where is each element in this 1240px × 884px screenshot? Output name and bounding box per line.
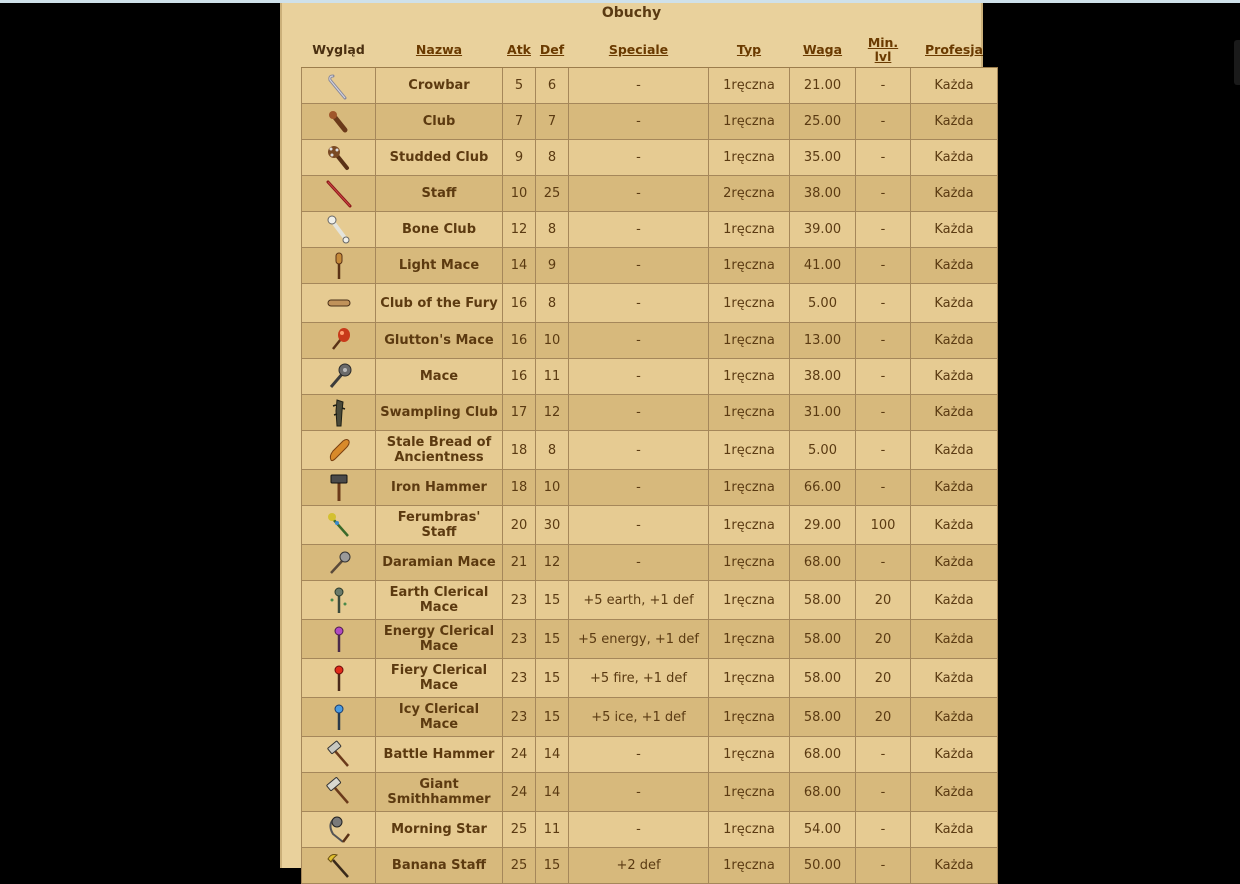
item-type: 1ręczna xyxy=(709,620,790,659)
daramian-mace-icon xyxy=(323,547,355,579)
stale-bread-icon xyxy=(323,434,355,466)
item-name: Studded Club xyxy=(376,140,503,176)
item-type: 1ręczna xyxy=(709,773,790,812)
icy-clerical-mace-icon xyxy=(323,701,355,733)
scrollbar-thumb[interactable] xyxy=(1234,40,1240,85)
table-row xyxy=(302,68,998,104)
item-weight: 68.00 xyxy=(790,737,856,773)
table-row xyxy=(302,176,998,212)
item-minlvl: - xyxy=(856,737,911,773)
club-icon xyxy=(323,106,355,138)
item-special: - xyxy=(569,248,709,284)
item-name: Club of the Fury xyxy=(376,284,503,323)
item-weight: 68.00 xyxy=(790,773,856,812)
item-profession: Każda xyxy=(911,581,998,620)
item-atk: 16 xyxy=(503,323,536,359)
mace-icon xyxy=(323,361,355,393)
item-atk: 25 xyxy=(503,812,536,848)
item-def: 8 xyxy=(536,431,569,470)
crowbar-icon xyxy=(323,70,355,102)
giant-smithhammer-icon xyxy=(323,776,355,808)
item-special: - xyxy=(569,176,709,212)
item-atk: 17 xyxy=(503,395,536,431)
page-title: Obuchy xyxy=(601,5,662,21)
item-name: Bone Club xyxy=(376,212,503,248)
club-of-the-fury-icon xyxy=(323,287,355,319)
item-weight: 54.00 xyxy=(790,812,856,848)
item-weight: 41.00 xyxy=(790,248,856,284)
item-special: - xyxy=(569,104,709,140)
energy-clerical-mace-icon xyxy=(323,623,355,655)
item-minlvl: - xyxy=(856,812,911,848)
item-image-cell xyxy=(302,581,376,620)
item-profession: Każda xyxy=(911,470,998,506)
item-def: 15 xyxy=(536,698,569,737)
table-row xyxy=(302,359,998,395)
item-profession: Każda xyxy=(911,620,998,659)
item-special: - xyxy=(569,323,709,359)
item-special: - xyxy=(569,140,709,176)
item-profession: Każda xyxy=(911,812,998,848)
item-weight: 58.00 xyxy=(790,659,856,698)
morning-star-icon xyxy=(323,814,355,846)
item-special: +5 energy, +1 def xyxy=(569,620,709,659)
item-profession: Każda xyxy=(911,431,998,470)
weapons-table xyxy=(301,32,998,884)
item-atk: 7 xyxy=(503,104,536,140)
item-weight: 35.00 xyxy=(790,140,856,176)
item-def: 15 xyxy=(536,620,569,659)
item-minlvl: 100 xyxy=(856,506,911,545)
item-special: - xyxy=(569,812,709,848)
item-def: 6 xyxy=(536,68,569,104)
item-image-cell xyxy=(302,620,376,659)
item-profession: Każda xyxy=(911,737,998,773)
iron-hammer-icon xyxy=(323,472,355,504)
header-minlvl[interactable]: Min. lvl xyxy=(856,32,911,68)
item-minlvl: 20 xyxy=(856,581,911,620)
table-row xyxy=(302,395,998,431)
item-minlvl: - xyxy=(856,545,911,581)
item-name: Club xyxy=(376,104,503,140)
header-look: Wygląd xyxy=(302,32,376,68)
item-image-cell xyxy=(302,431,376,470)
item-atk: 23 xyxy=(503,620,536,659)
table-row xyxy=(302,323,998,359)
item-type: 1ręczna xyxy=(709,68,790,104)
item-def: 12 xyxy=(536,545,569,581)
item-profession: Każda xyxy=(911,506,998,545)
item-def: 10 xyxy=(536,470,569,506)
table-header-row xyxy=(302,32,998,68)
table-row xyxy=(302,140,998,176)
item-special: +2 def xyxy=(569,848,709,884)
table-row xyxy=(302,812,998,848)
item-type: 1ręczna xyxy=(709,395,790,431)
item-weight: 50.00 xyxy=(790,848,856,884)
item-image-cell xyxy=(302,698,376,737)
item-special: +5 fire, +1 def xyxy=(569,659,709,698)
item-def: 8 xyxy=(536,284,569,323)
item-image-cell xyxy=(302,470,376,506)
item-minlvl: - xyxy=(856,470,911,506)
item-profession: Każda xyxy=(911,323,998,359)
item-type: 1ręczna xyxy=(709,323,790,359)
table-row xyxy=(302,620,998,659)
item-atk: 24 xyxy=(503,737,536,773)
item-name: Earth Clerical Mace xyxy=(376,581,503,620)
item-image-cell xyxy=(302,176,376,212)
item-special: - xyxy=(569,506,709,545)
item-image-cell xyxy=(302,506,376,545)
item-profession: Każda xyxy=(911,140,998,176)
item-image-cell xyxy=(302,104,376,140)
table-row xyxy=(302,506,998,545)
item-profession: Każda xyxy=(911,698,998,737)
item-weight: 39.00 xyxy=(790,212,856,248)
item-name: Iron Hammer xyxy=(376,470,503,506)
item-special: - xyxy=(569,737,709,773)
item-special: - xyxy=(569,284,709,323)
item-image-cell xyxy=(302,68,376,104)
item-minlvl: - xyxy=(856,848,911,884)
item-image-cell xyxy=(302,659,376,698)
item-minlvl: - xyxy=(856,248,911,284)
item-atk: 21 xyxy=(503,545,536,581)
item-image-cell xyxy=(302,284,376,323)
item-special: - xyxy=(569,773,709,812)
item-minlvl: 20 xyxy=(856,620,911,659)
item-special: - xyxy=(569,68,709,104)
item-profession: Każda xyxy=(911,545,998,581)
item-name: Stale Bread of Ancientness xyxy=(376,431,503,470)
item-image-cell xyxy=(302,140,376,176)
table-row xyxy=(302,248,998,284)
header-type[interactable]: Typ xyxy=(709,32,790,68)
item-name: Giant Smithhammer xyxy=(376,773,503,812)
item-weight: 38.00 xyxy=(790,176,856,212)
item-profession: Każda xyxy=(911,176,998,212)
item-name: Battle Hammer xyxy=(376,737,503,773)
item-special: - xyxy=(569,395,709,431)
item-weight: 66.00 xyxy=(790,470,856,506)
item-atk: 9 xyxy=(503,140,536,176)
item-def: 12 xyxy=(536,395,569,431)
item-def: 11 xyxy=(536,812,569,848)
item-name: Fiery Clerical Mace xyxy=(376,659,503,698)
item-weight: 38.00 xyxy=(790,359,856,395)
item-image-cell xyxy=(302,248,376,284)
item-atk: 5 xyxy=(503,68,536,104)
light-mace-icon xyxy=(323,250,355,282)
item-minlvl: - xyxy=(856,140,911,176)
item-profession: Każda xyxy=(911,395,998,431)
item-def: 15 xyxy=(536,659,569,698)
item-atk: 24 xyxy=(503,773,536,812)
item-minlvl: 20 xyxy=(856,659,911,698)
bone-club-icon xyxy=(323,214,355,246)
item-def: 15 xyxy=(536,848,569,884)
item-def: 9 xyxy=(536,248,569,284)
item-special: - xyxy=(569,545,709,581)
item-minlvl: - xyxy=(856,68,911,104)
item-atk: 16 xyxy=(503,284,536,323)
item-def: 11 xyxy=(536,359,569,395)
item-weight: 5.00 xyxy=(790,431,856,470)
swampling-club-icon xyxy=(323,397,355,429)
header-special[interactable]: Speciale xyxy=(569,32,709,68)
item-image-cell xyxy=(302,359,376,395)
table-row xyxy=(302,545,998,581)
table-row xyxy=(302,659,998,698)
item-minlvl: - xyxy=(856,431,911,470)
item-type: 1ręczna xyxy=(709,848,790,884)
item-weight: 31.00 xyxy=(790,395,856,431)
item-name: Icy Clerical Mace xyxy=(376,698,503,737)
item-name: Glutton's Mace xyxy=(376,323,503,359)
item-image-cell xyxy=(302,323,376,359)
item-special: - xyxy=(569,359,709,395)
item-special: +5 ice, +1 def xyxy=(569,698,709,737)
item-type: 1ręczna xyxy=(709,659,790,698)
item-atk: 23 xyxy=(503,698,536,737)
table-row xyxy=(302,104,998,140)
table-row xyxy=(302,212,998,248)
item-atk: 16 xyxy=(503,359,536,395)
item-atk: 14 xyxy=(503,248,536,284)
item-type: 1ręczna xyxy=(709,140,790,176)
item-weight: 25.00 xyxy=(790,104,856,140)
item-def: 10 xyxy=(536,323,569,359)
item-image-cell xyxy=(302,773,376,812)
item-type: 1ręczna xyxy=(709,506,790,545)
item-minlvl: - xyxy=(856,212,911,248)
item-weight: 29.00 xyxy=(790,506,856,545)
item-def: 8 xyxy=(536,212,569,248)
header-atk[interactable]: Atk xyxy=(503,32,536,68)
item-def: 7 xyxy=(536,104,569,140)
item-name: Banana Staff xyxy=(376,848,503,884)
item-type: 1ręczna xyxy=(709,698,790,737)
item-image-cell xyxy=(302,848,376,884)
item-name: Crowbar xyxy=(376,68,503,104)
item-type: 1ręczna xyxy=(709,812,790,848)
item-name: Mace xyxy=(376,359,503,395)
ferumbras-staff-icon xyxy=(323,509,355,541)
item-image-cell xyxy=(302,395,376,431)
table-row xyxy=(302,737,998,773)
item-minlvl: - xyxy=(856,176,911,212)
item-name: Staff xyxy=(376,176,503,212)
table-row xyxy=(302,698,998,737)
item-profession: Każda xyxy=(911,212,998,248)
item-profession: Każda xyxy=(911,359,998,395)
studded-club-icon xyxy=(323,142,355,174)
item-def: 8 xyxy=(536,140,569,176)
item-name: Daramian Mace xyxy=(376,545,503,581)
item-weight: 5.00 xyxy=(790,284,856,323)
earth-clerical-mace-icon xyxy=(323,584,355,616)
table-row xyxy=(302,581,998,620)
item-atk: 12 xyxy=(503,212,536,248)
item-profession: Każda xyxy=(911,104,998,140)
table-row xyxy=(302,284,998,323)
item-weight: 58.00 xyxy=(790,581,856,620)
item-image-cell xyxy=(302,212,376,248)
item-def: 14 xyxy=(536,773,569,812)
item-minlvl: - xyxy=(856,773,911,812)
item-profession: Każda xyxy=(911,284,998,323)
item-def: 30 xyxy=(536,506,569,545)
item-type: 1ręczna xyxy=(709,104,790,140)
item-minlvl: - xyxy=(856,323,911,359)
item-type: 1ręczna xyxy=(709,737,790,773)
item-image-cell xyxy=(302,812,376,848)
item-image-cell xyxy=(302,737,376,773)
item-special: - xyxy=(569,212,709,248)
item-weight: 68.00 xyxy=(790,545,856,581)
item-special: - xyxy=(569,431,709,470)
item-special: - xyxy=(569,470,709,506)
item-type: 1ręczna xyxy=(709,581,790,620)
item-weight: 58.00 xyxy=(790,698,856,737)
item-name: Morning Star xyxy=(376,812,503,848)
item-atk: 25 xyxy=(503,848,536,884)
header-profession[interactable]: Profesja xyxy=(911,32,998,68)
table-row xyxy=(302,470,998,506)
item-minlvl: - xyxy=(856,359,911,395)
item-profession: Każda xyxy=(911,248,998,284)
item-type: 1ręczna xyxy=(709,212,790,248)
item-type: 1ręczna xyxy=(709,431,790,470)
table-row xyxy=(302,848,998,884)
item-minlvl: 20 xyxy=(856,698,911,737)
item-weight: 21.00 xyxy=(790,68,856,104)
item-atk: 23 xyxy=(503,581,536,620)
item-atk: 18 xyxy=(503,470,536,506)
item-def: 25 xyxy=(536,176,569,212)
item-profession: Każda xyxy=(911,68,998,104)
item-profession: Każda xyxy=(911,773,998,812)
item-type: 1ręczna xyxy=(709,545,790,581)
item-type: 1ręczna xyxy=(709,248,790,284)
table-row xyxy=(302,773,998,812)
battle-hammer-icon xyxy=(323,739,355,771)
item-type: 1ręczna xyxy=(709,359,790,395)
banana-staff-icon xyxy=(323,850,355,882)
item-atk: 10 xyxy=(503,176,536,212)
item-name: Energy Clerical Mace xyxy=(376,620,503,659)
item-profession: Każda xyxy=(911,848,998,884)
item-name: Swampling Club xyxy=(376,395,503,431)
content-panel xyxy=(280,3,983,873)
item-weight: 13.00 xyxy=(790,323,856,359)
item-name: Ferumbras' Staff xyxy=(376,506,503,545)
item-minlvl: - xyxy=(856,104,911,140)
item-atk: 23 xyxy=(503,659,536,698)
item-atk: 18 xyxy=(503,431,536,470)
table-row xyxy=(302,431,998,470)
header-def[interactable]: Def xyxy=(536,32,569,68)
header-weight[interactable]: Waga xyxy=(790,32,856,68)
item-weight: 58.00 xyxy=(790,620,856,659)
staff-icon xyxy=(323,178,355,210)
gluttons-mace-icon xyxy=(323,325,355,357)
item-atk: 20 xyxy=(503,506,536,545)
item-def: 15 xyxy=(536,581,569,620)
item-type: 2ręczna xyxy=(709,176,790,212)
item-minlvl: - xyxy=(856,284,911,323)
item-special: +5 earth, +1 def xyxy=(569,581,709,620)
item-type: 1ręczna xyxy=(709,470,790,506)
fiery-clerical-mace-icon xyxy=(323,662,355,694)
item-minlvl: - xyxy=(856,395,911,431)
header-name[interactable]: Nazwa xyxy=(376,32,503,68)
item-image-cell xyxy=(302,545,376,581)
item-name: Light Mace xyxy=(376,248,503,284)
item-type: 1ręczna xyxy=(709,284,790,323)
item-profession: Każda xyxy=(911,659,998,698)
item-def: 14 xyxy=(536,737,569,773)
